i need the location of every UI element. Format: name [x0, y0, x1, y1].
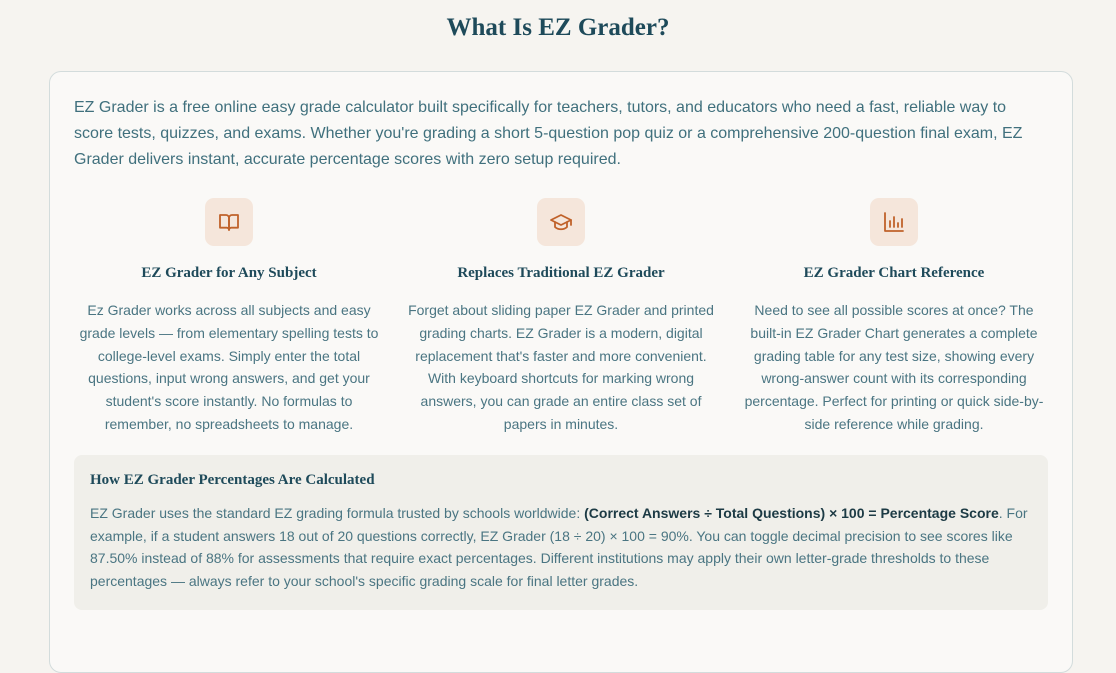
grading-formula: (Correct Answers ÷ Total Questions) × 100 = Percentage Score: [584, 505, 999, 521]
calculation-heading: How EZ Grader Percentages Are Calculated: [90, 472, 375, 488]
bar-chart-icon: [882, 210, 906, 234]
calculation-text-intro: EZ Grader uses the standard EZ grading formula trusted by schools worldwide:: [90, 505, 585, 521]
calculation-info-box: [74, 455, 1048, 610]
feature-description: Forget about sliding paper EZ Grader and printed grading charts. EZ Grader is a modern, digital replacement that's faster and more convenient. With keyboard shortcuts for marking wrong answers, you can grade an entire class set of papers in minutes.: [408, 302, 714, 432]
feature-chart-reference: [739, 198, 1049, 436]
feature-title: EZ Grader Chart Reference: [803, 265, 985, 281]
feature-replaces-traditional: [406, 198, 716, 436]
page-title: What Is EZ Grader?: [446, 14, 670, 41]
book-open-icon: [217, 210, 241, 234]
feature-any-subject: [74, 198, 384, 436]
feature-description: Ez Grader works across all subjects and easy grade levels — from elementary spelling tests to college-level exams. Simply enter the total questions, input wrong answers, and get your student's score instantly. No formulas to remember, no spreadsheets to manage.: [79, 302, 379, 432]
feature-title: Replaces Traditional EZ Grader: [457, 265, 665, 281]
about-card: [49, 71, 1073, 673]
calculation-text-example: . For example, if a student answers 18 out of 20 questions correctly, EZ Grader (18 ÷ 20) × 100 = 90%. You can toggle decimal precision to see scores like 87.50% instead of 88% for assessments that require exact percentages. Different institutions may apply their own letter-grade thresholds to these percentages — always refer to your school's specific grading scale for final letter grades.: [90, 505, 1028, 589]
feature-icon-box: [205, 198, 253, 246]
feature-description: Need to see all possible scores at once? The built-in EZ Grader Chart generates a complete grading table for any test size, showing every wrong-answer count with its corresponding percentage. Perfect for printing or quick side-by-side reference while grading.: [744, 302, 1044, 432]
feature-icon-box: [870, 198, 918, 246]
intro-paragraph: EZ Grader is a free online easy grade calculator built specifically for teachers, tutors, and educators who need a fast, reliable way to score tests, quizzes, and exams. Whether you're grading a short 5-question pop quiz or a comprehensive 200-question final exam, EZ Grader delivers instant, accurate percentage scores with zero setup required.: [74, 99, 1023, 168]
calculation-text: [90, 502, 1035, 592]
graduation-cap-icon: [549, 210, 573, 234]
feature-title: EZ Grader for Any Subject: [141, 265, 317, 281]
feature-icon-box: [537, 198, 585, 246]
